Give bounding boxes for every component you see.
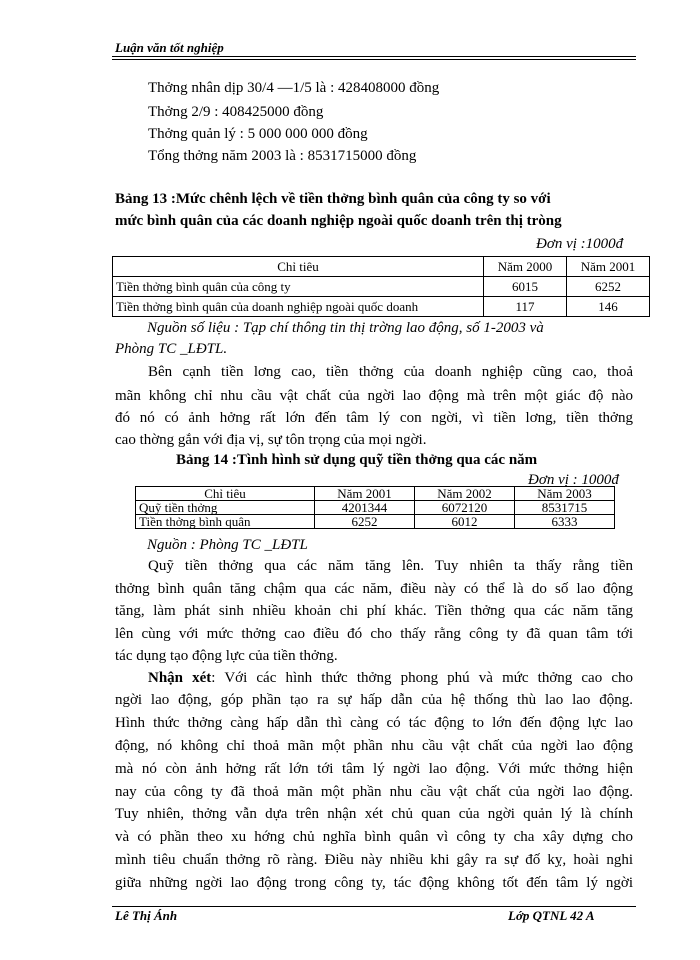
table14-title: Bảng 14 :Tình hình sử dụng quỹ tiền thởng qua các năm — [176, 452, 538, 468]
table-header-cell: Chỉ tiêu — [136, 487, 315, 501]
paragraph-line: lên cùng với mức thởng cao điều đó cho thấy rằng công ty đã quan tâm tới — [115, 626, 633, 642]
intro-line: Thởng quản lý : 5 000 000 000 đồng — [148, 126, 368, 142]
table-cell: 146 — [567, 297, 650, 317]
remark-first-line: : Với các hình thức thởng phong phú và mức thởng cao cho — [211, 670, 633, 686]
paragraph-line: tăng, làm phát sinh nhiều khoản chi phí khác. Tiền thởng qua các năm tăng — [115, 603, 633, 619]
table-row — [136, 515, 615, 529]
table-header-cell: Năm 2001 — [567, 257, 650, 277]
table13-title: Bảng 13 :Mức chênh lệch về tiền thởng bình quân của công ty so với — [115, 191, 551, 207]
table13-source: Nguồn số liệu : Tạp chí thông tin thị trờng lao động, số 1-2003 và — [147, 320, 544, 336]
paragraph-line: Bên cạnh tiền lơng cao, tiền thởng của doanh nghiệp cũng cao, thoả — [148, 364, 633, 380]
paragraph-line: Hình thức thởng càng hấp dẫn thì càng có tác động to lớn đến động lực lao — [115, 715, 633, 731]
paragraph-line: mà nó còn ảnh hởng rất lớn tới tâm lý ngời lao động. Với mức thởng hiện — [115, 761, 633, 777]
paragraph-line: nay của công ty đã thoả mãn một phần nhu cầu vật chất của ngời lao động. — [115, 784, 633, 800]
table-cell: Quỹ tiền thởng — [136, 501, 315, 515]
paragraph-line — [148, 670, 633, 687]
table-row — [136, 501, 615, 515]
paragraph-line: động, nó không chỉ thoả mãn một phần nhu cầu vật chất của ngời lao động — [115, 738, 633, 754]
table-cell: 6252 — [567, 277, 650, 297]
paragraph-line: mãn không chỉ nhu cầu vật chất của ngời lao động mà trên một giác độ nào — [115, 388, 633, 404]
table14-source: Nguồn : Phòng TC _LĐTL — [147, 537, 308, 553]
table13-unit: Đơn vị :1000đ — [536, 236, 624, 252]
table-cell: 6333 — [515, 515, 615, 529]
table-header-cell: Năm 2002 — [415, 487, 515, 501]
running-header-title: Luận văn tốt nghiệp — [115, 40, 224, 55]
table13-title: mức bình quân của các doanh nghiệp ngoài quốc doanh trên thị tròng — [115, 213, 562, 229]
intro-line: Thởng 2/9 : 408425000 đồng — [148, 104, 324, 120]
intro-line: Tổng thởng năm 2003 là : 8531715000 đồng — [148, 148, 417, 164]
table-header-cell: Năm 2000 — [484, 257, 567, 277]
remark-label: Nhận xét — [148, 670, 212, 686]
intro-line: Thởng nhân dịp 30/4 —1/5 là : 428408000 đồng — [148, 80, 440, 96]
table-header-cell: Chỉ tiêu — [113, 257, 484, 277]
table-header-row — [113, 257, 650, 277]
table13 — [112, 256, 650, 317]
header-rule — [112, 56, 636, 57]
table-cell: 6015 — [484, 277, 567, 297]
table-header-row — [136, 487, 615, 501]
table-cell: 117 — [484, 297, 567, 317]
table14 — [135, 486, 615, 529]
paragraph-line: Tuy nhiên, thởng vẫn dựa trên nhận xét chủ quan của ngời quản lý là chính — [115, 806, 633, 822]
paragraph-line: cao thờng gắn với địa vị, sự tôn trọng của mọi ngời. — [115, 432, 427, 448]
table-header-cell: Năm 2003 — [515, 487, 615, 501]
table-cell: 4201344 — [315, 501, 415, 515]
paragraph-line: thởng bình quân tăng chậm qua các năm, điều này có thể là do số lao động — [115, 581, 633, 597]
paragraph-line: ngời lao động, góp phần tạo ra sự hấp dẫn của hệ thống thù lao lao động. — [115, 692, 633, 708]
table-cell: Tiền thởng bình quân của doanh nghiệp ngoài quốc doanh — [113, 297, 484, 317]
paragraph-line: và có phần theo xu hớng chủ nghĩa bình quân vì công ty cha xây dựng cho — [115, 829, 633, 845]
paragraph-line: đó nó có ảnh hởng rất lớn đến tâm lý con ngời, vì tiền lơng, tiền thởng — [115, 410, 633, 426]
table13-source: Phòng TC _LĐTL. — [115, 341, 228, 357]
paragraph-line: tác dụng tạo động lực của tiền thởng. — [115, 648, 338, 664]
table-cell: Tiền thởng bình quân của công ty — [113, 277, 484, 297]
table-cell: 6252 — [315, 515, 415, 529]
footer-rule — [112, 906, 636, 907]
table-cell: 6072120 — [415, 501, 515, 515]
table14-unit: Đơn vị : 1000đ — [528, 472, 619, 488]
footer-class: Lớp QTNL 42 A — [508, 908, 595, 923]
footer-author: Lê Thị Ánh — [115, 908, 178, 923]
paragraph-line: Quỹ tiền thởng qua các năm tăng lên. Tuy nhiên ta thấy rằng tiền — [148, 558, 633, 574]
table-row — [113, 297, 650, 317]
table-row — [113, 277, 650, 297]
paragraph-line: mình tiêu chuẩn thởng rõ ràng. Điều này nhiều khi gây ra sự đố kỵ, hoài nghi — [115, 852, 633, 868]
table-cell: 6012 — [415, 515, 515, 529]
paragraph-line: giữa những ngời lao động trong công ty, tác động không tốt đến tâm lý ngời — [115, 875, 633, 891]
table-cell: 8531715 — [515, 501, 615, 515]
header-rule-thin — [112, 59, 636, 60]
table-cell: Tiền thởng bình quân — [136, 515, 315, 529]
table-header-cell: Năm 2001 — [315, 487, 415, 501]
